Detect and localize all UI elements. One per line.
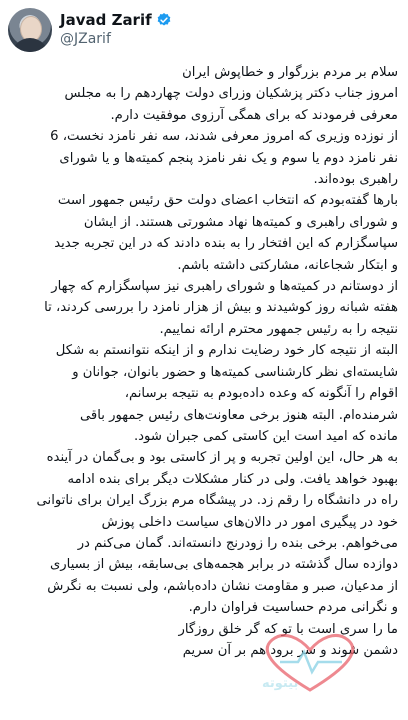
tweet-line: شایسته‌ای نظر کارشناسی کمیته‌ها و حضور بانوان، جوانان و	[72, 364, 398, 380]
tweet-text	[10, 62, 398, 712]
user-handle[interactable]: @JZarif	[60, 31, 111, 47]
tweet-line: نفر نامزد دوم یا سوم و یک نفر نامزد پنجم کمیته‌ها و یا شورای	[59, 150, 398, 166]
tweet-line: و ابتکار شجاعانه، مشارکتی داشته باشم.	[177, 257, 398, 273]
tweet-line: سلام بر مردم بزرگوار و خطاپوش ایران	[182, 65, 398, 80]
tweet-line: می‌خواهم. برخی بنده را زودرنج دانسته‌اند. گمان می‌کنم در	[77, 535, 398, 551]
watermark-text: بیتوته	[262, 676, 299, 691]
tweet-line: مانده که امید است این کاستی کمی جبران شود.	[133, 428, 398, 444]
tweet-line: به هر حال، این اولین تجربه و پر از کاستی بود و بی‌گمان در آینده	[46, 450, 398, 466]
tweet-line: بارها گفته‌بودم که انتخاب اعضای دولت حق رئیس جمهور است	[57, 193, 398, 209]
display-name[interactable]: Javad Zarif	[60, 11, 152, 29]
tweet-line: دوازده سال گذشته در برابر هجمه‌های بی‌سابقه، بیش از بسیاری	[49, 557, 398, 573]
tweet-line: امروز جناب دکتر پزشکیان وزرای دولت چهاردهم را به مجلس	[64, 86, 398, 102]
tweet-line: معرفی فرمودند که برای همگی آرزوی موفقیت دارم.	[110, 107, 398, 123]
tweet-header	[8, 8, 400, 56]
name-row	[60, 10, 172, 30]
tweet-line: و نگرانی مردم حساسیت فراوان دارم.	[188, 600, 398, 616]
avatar-shoulders	[11, 38, 49, 52]
tweet-line: البته از نتیجه کار خود رضایت ندارم و از اینکه نتوانستم به شکل	[55, 343, 398, 359]
tweet-line: از مدعیان، صبر و مقاومت نشان داده‌باشم، ولی نسبت به نگرش	[47, 578, 398, 594]
tweet-line: شرمنده‌ام. البته هنوز برخی معاونت‌های رئیس جمهور باقی	[79, 407, 398, 423]
avatar[interactable]	[8, 8, 52, 52]
tweet-line: اقوام را آنگونه که وعده داده‌بودم به نتیجه برسانم،	[124, 386, 398, 402]
tweet-line: هفته شبانه روز کوشیدند و بیش از هزار نامزد را بررسی کردند، تا	[44, 300, 398, 316]
verified-badge-icon	[156, 12, 172, 28]
tweet-line: خود در پیگیری امور در دالان‌های سیاست داخلی پوزش	[101, 514, 398, 530]
tweet-line: دشمن شوند و سر برود هم بر آن سریم	[182, 642, 398, 658]
tweet-line: از نوزده وزیری که امروز معرفی شدند، سه نفر نامزد نخست، 6	[50, 129, 398, 145]
tweet-body	[10, 62, 398, 661]
tweet-line: بهبود خواهد یافت. ولی در کنار مشکلات دیگر برای بنده ادامه	[67, 471, 398, 487]
tweet-line: راهبری بوده‌اند.	[313, 172, 398, 188]
tweet-line: از دوستانم در کمیته‌ها و شورای راهبری نیز سپاسگزارم که چهار	[51, 279, 398, 295]
tweet-line: و شورای راهبری و کمیته‌ها نهاد مشورتی هستند. از ایشان	[83, 214, 398, 230]
tweet-line: راه در دانشگاه را رقم زد. در پیشگاه مرم بزرگ ایران برای ناتوانی	[36, 493, 398, 509]
tweet-line: نتیجه را به رئیس جمهور محترم ارائه نماییم.	[159, 321, 398, 337]
tweet-line: ما را سری است با تو که گر خلق روزگار	[178, 621, 398, 637]
tweet-line: سپاسگزارم که این افتخار را به بنده دادند که در این تجربه جدید	[54, 236, 398, 252]
